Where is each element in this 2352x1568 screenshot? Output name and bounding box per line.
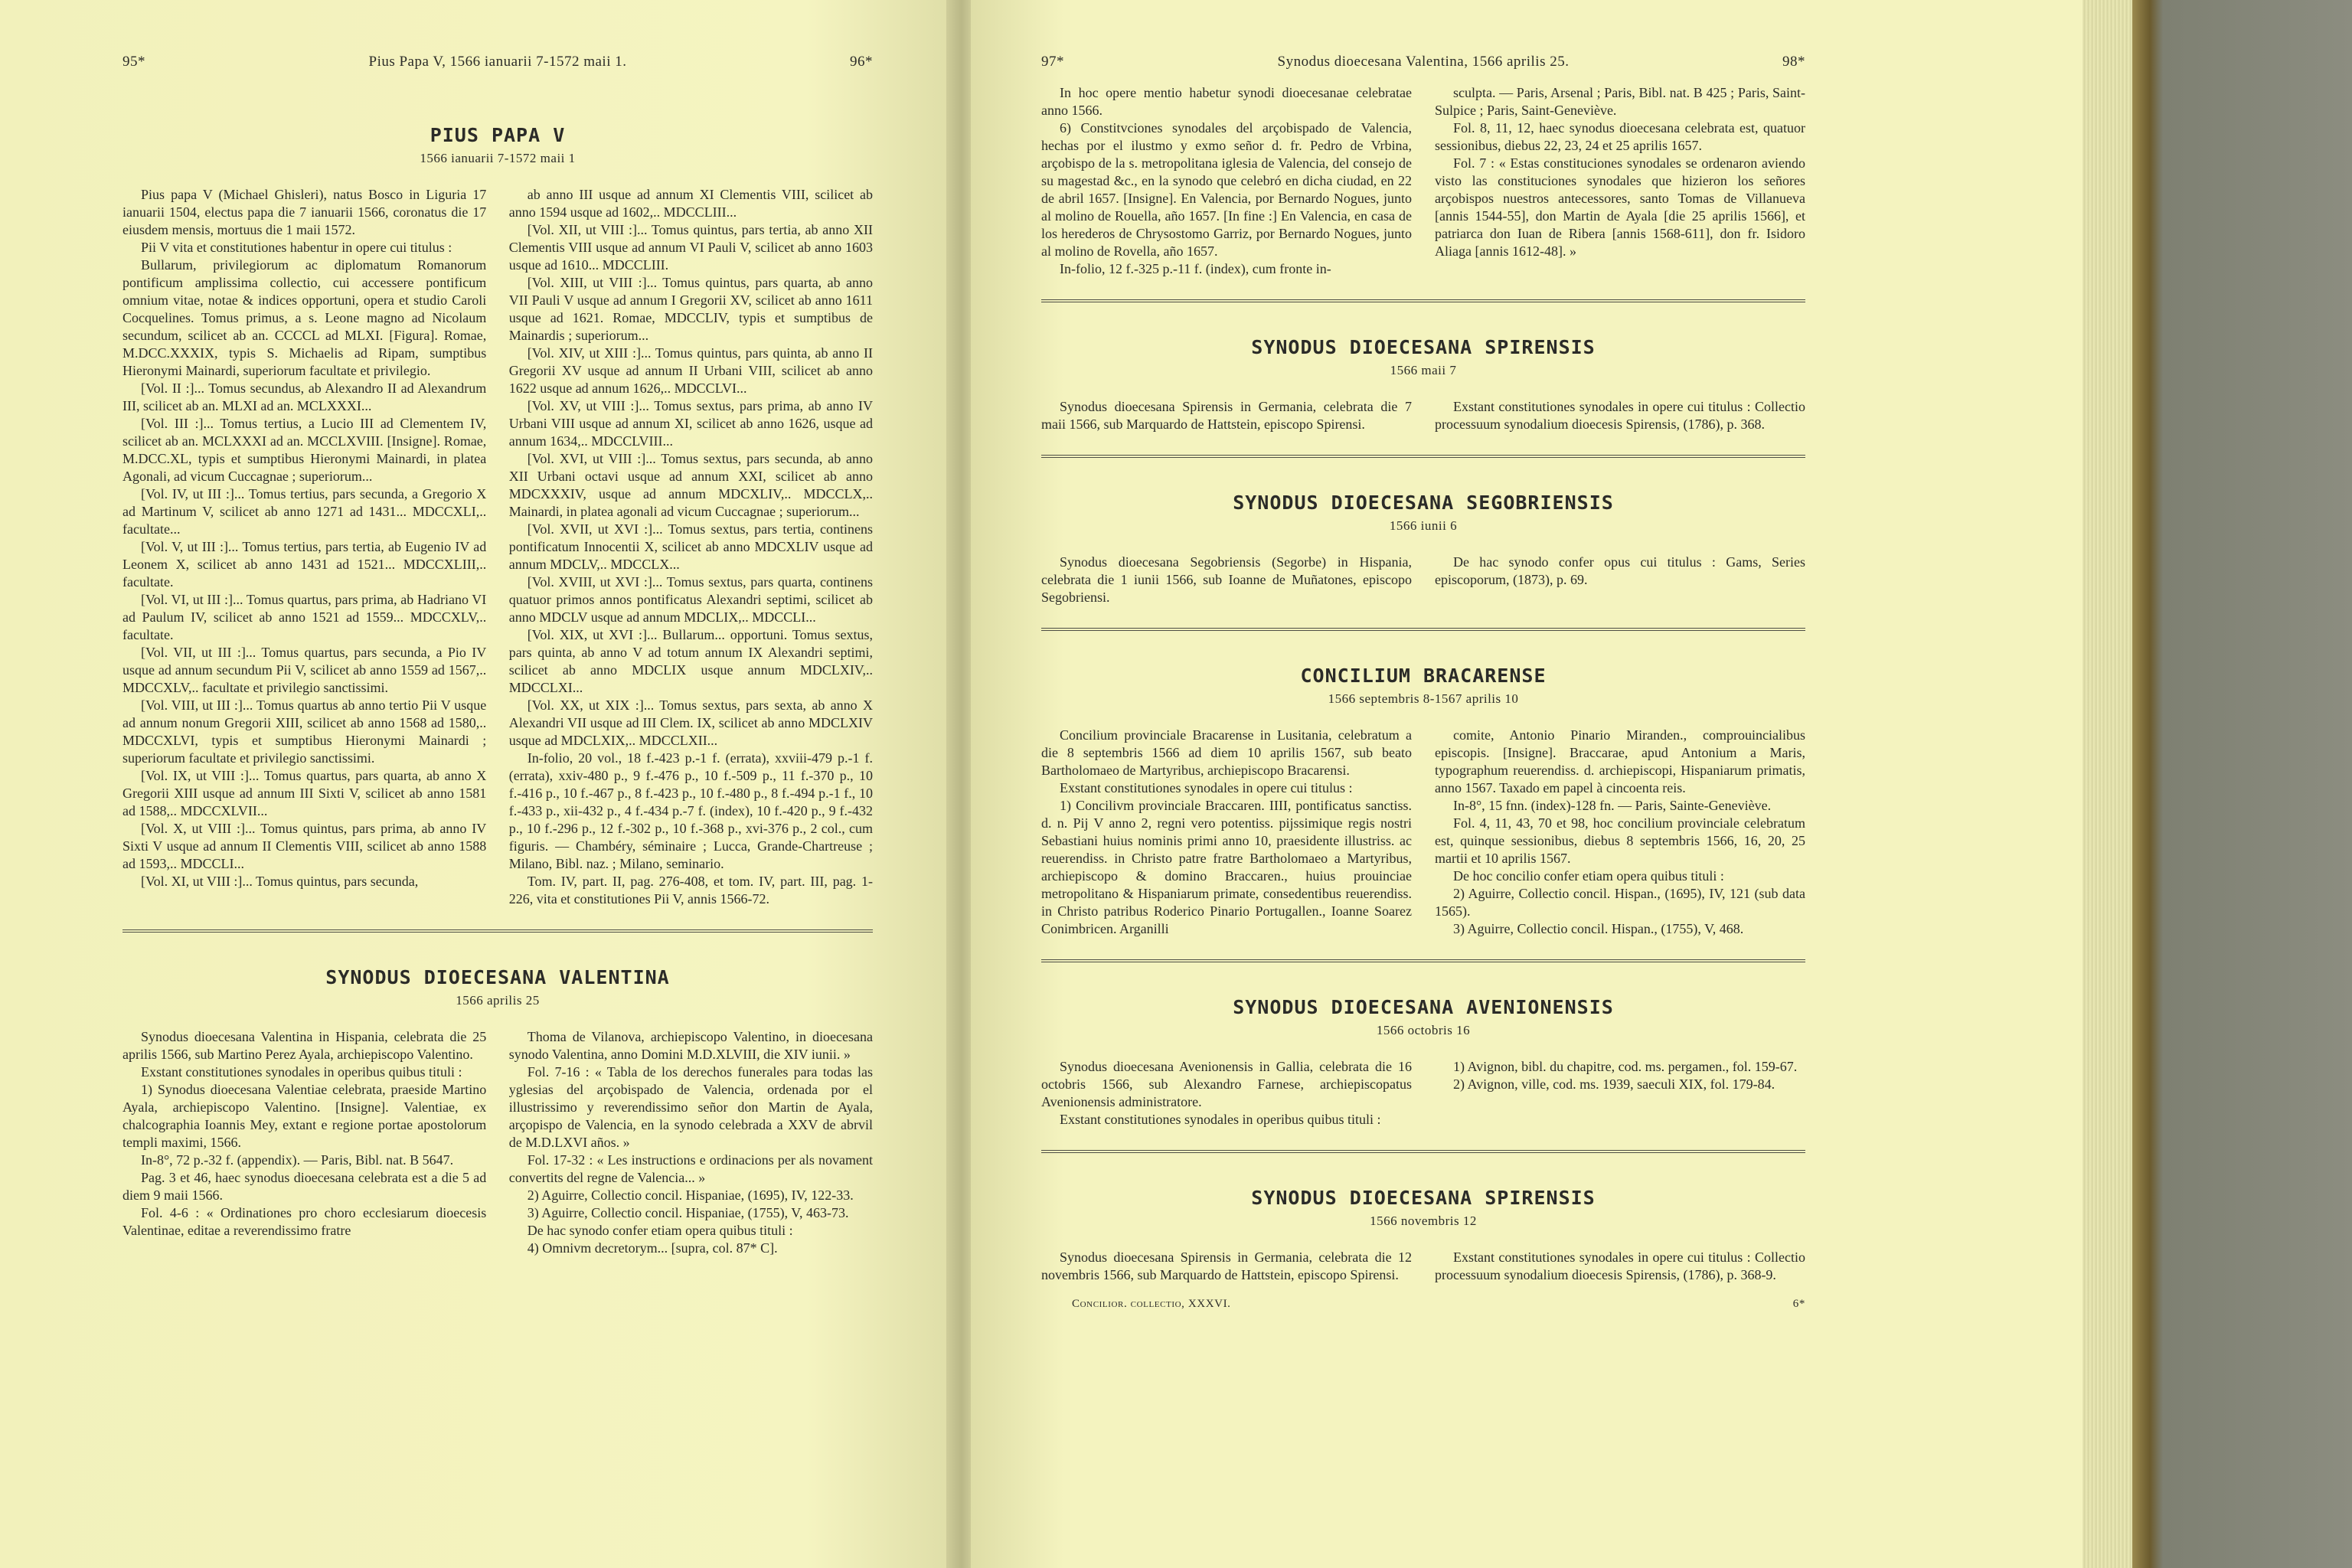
section-synodus-valentina: [122, 966, 873, 1257]
section-title: SYNODUS DIOECESANA VALENTINA: [325, 966, 670, 988]
column-right: [1435, 554, 1805, 606]
paragraph: 3) Aguirre, Collectio concil. Hispaniae, (1755), V, 463-73.: [527, 1205, 849, 1220]
paragraph: 1) Synodus dioecesana Valentiae celebrata, praeside Martino Ayala, archiepiscopo Valentino. [Insigne]. Valentiae, ex chalcographia Ioannis Mey, extant e regione portae apostolorum templi maximi, 1566.: [122, 1082, 487, 1150]
paragraph: 4) Omnivm decretorym... [supra, col. 87* C].: [527, 1240, 778, 1256]
column-right: [1435, 1058, 1805, 1129]
paragraph: Fol. 8, 11, 12, haec synodus dioecesana celebrata est, quatuor sessionibus, diebus 22, 23, 24 et 25 aprilis 1657.: [1434, 120, 1805, 153]
column-right: [1435, 727, 1805, 938]
column-left: [1041, 727, 1412, 938]
paragraph: Pii V vita et constitutiones habentur in opere cui titulus :: [141, 240, 452, 255]
paragraph: De hac synodo confer etiam opera quibus tituli :: [527, 1223, 793, 1238]
paragraph: Tom. IV, part. II, pag. 276-408, et tom. IV, part. III, pag. 1-226, vita et constitutiones Pii V, annis 1566-72.: [508, 874, 873, 906]
paragraph: [Vol. XIX, ut XVI :]... Bullarum... opportuni. Tomus sextus, pars quinta, ab anno V ad totum annum IX Alexandri septimi, scilicet ab anno MDCLIX usque annum MDCLXIV,.. MDCCLXI...: [508, 627, 873, 695]
section-date: 1566 maii 7: [1390, 363, 1457, 377]
paragraph: [Vol. XVIII, ut XVI :]... Tomus sextus, pars quarta, continens quatuor primos annos pontificatus Alexandri septimi, scilicet ab anno MDCLV usque ad annum MDCLIX,.. MDCCLI...: [508, 574, 873, 625]
gathering-mark: 6*: [1792, 1298, 1805, 1310]
paragraph: [Vol. XX, ut XIX :]... Tomus sextus, pars sexta, ab anno X Alexandri VII usque ad III Clem. IX, scilicet ab anno MDCLXIV usque ad MDCLXIX,.. MDCCLXII...: [508, 697, 873, 748]
valentina-continuation: [1041, 84, 1805, 278]
paragraph: 2) Aguirre, Collectio concil. Hispan., (1695), IV, 121 (sub data 1565).: [1434, 886, 1805, 919]
paragraph: [Vol. II :]... Tomus secundus, ab Alexandro II ad Alexandrum III, scilicet ab an. MLXI ad an. MCLXXXI...: [122, 381, 487, 413]
paragraph: Pius papa V (Michael Ghisleri), natus Bosco in Liguria 17 ianuarii 1504, electus papa die 7 ianuarii 1566, coronatus die 17 eiusdem mensis, mortuus die 1 maii 1572.: [122, 187, 487, 237]
page-number-98: 98*: [1782, 54, 1805, 70]
paragraph: Concilium provinciale Bracarense in Lusitania, celebratum a die 8 septembris 1566 ad diem 10 aprilis 1567, sub beato Bartholomaeo de Martyribus, archiepiscopo Bracarensi.: [1041, 727, 1413, 778]
paragraph: In-8°, 15 fnn. (index)-128 fn. — Paris, Sainte-Geneviève.: [1452, 798, 1772, 813]
section-divider: [1041, 455, 1805, 458]
paragraph: In-8°, 72 p.-32 f. (appendix). — Paris, Bibl. nat. B 5647.: [141, 1152, 454, 1168]
paragraph: Exstant constitutiones synodales in opere cui titulus : Collectio processuum synodalium dioecesis Spirensis, (1786), p. 368.: [1434, 399, 1805, 432]
section-synodus-spirensis-maii: [1041, 336, 1805, 433]
section-synodus-spirensis-novembris: [1041, 1187, 1805, 1284]
section-divider: [1041, 628, 1805, 631]
paragraph: Pag. 3 et 46, haec synodus dioecesana celebrata est a die 5 ad diem 9 maii 1566.: [122, 1170, 487, 1203]
section-date: 1566 novembris 12: [1370, 1214, 1477, 1228]
paragraph: 1) Avignon, bibl. du chapitre, cod. ms. pergamen., fol. 159-67.: [1452, 1059, 1798, 1074]
column-left: [122, 1028, 486, 1257]
running-head-left: [122, 54, 873, 70]
paragraph: Synodus dioecesana Segobriensis (Segorbe) in Hispania, celebrata die 1 iunii 1566, sub Ioanne de Muñatones, episcopo Segobriensi.: [1041, 554, 1413, 605]
paragraph: Bullarum, privilegiorum ac diplomatum Romanorum pontificum amplissima collectio, cui accessere pontificum omnium vitae, notae & indices opportuni, opera et studio Caroli Cocquelines. Tomus primus, a s. Leone magno ad Nicolaum secundum, scilicet ab an. CCCCL ad MLXI. [Figura]. Romae, M.DCC.XXXIX, typis S. Michaelis ad Ripam, sumptibus Hieronymi Mainardi, superiorum facultate et privilegio.: [122, 257, 487, 378]
section-title: SYNODUS DIOECESANA SPIRENSIS: [1251, 1187, 1596, 1209]
column-left: [1041, 398, 1412, 433]
paragraph: [Vol. VIII, ut III :]... Tomus quartus ab anno tertio Pii V usque ad annum nonum Gregorii XIII, scilicet ab anno 1568 ad 1580,.. MDCCXLVI, typis et sumptibus Hieronymi Mainardi ; superiorum facultate et privilegio sanctissimi.: [122, 697, 487, 766]
section-date: 1566 ianuarii 7-1572 maii 1: [420, 151, 576, 165]
signature-mark: Concilior. collectio, XXXVI.: [1072, 1298, 1231, 1310]
column-left: [1041, 84, 1412, 278]
paragraph: [Vol. IX, ut VIII :]... Tomus quartus, pars quarta, ab anno X Gregorii XIII usque ad annum III Sixti V, scilicet ab anno 1581 ad 1588,.. MDCCXLVII...: [122, 768, 487, 818]
section-synodus-avenionensis: [1041, 996, 1805, 1129]
paragraph: 3) Aguirre, Collectio concil. Hispan., (1755), V, 468.: [1452, 921, 1744, 936]
section-concilium-bracarense: [1041, 665, 1805, 938]
column-right: [509, 186, 873, 908]
paragraph: Exstant constitutiones synodales in opere cui titulus :: [1060, 780, 1353, 795]
page-number-97: 97*: [1041, 54, 1064, 70]
section-date: 1566 octobris 16: [1376, 1023, 1471, 1037]
paragraph: Synodus dioecesana Spirensis in Germania, celebrata die 7 maii 1566, sub Marquardo de Hattstein, episcopo Spirensi.: [1041, 399, 1413, 432]
running-title-left: Pius Papa V, 1566 ianuarii 7-1572 maii 1.: [368, 54, 627, 70]
section-date: 1566 iunii 6: [1389, 518, 1458, 533]
page-number-95: 95*: [122, 54, 145, 70]
section-date: 1566 aprilis 25: [456, 993, 540, 1008]
section-title: SYNODUS DIOECESANA SPIRENSIS: [1251, 336, 1596, 358]
paragraph: Exstant constitutiones synodales in operibus quibus tituli :: [1060, 1112, 1381, 1127]
section-divider: [122, 929, 873, 933]
paragraph: [Vol. X, ut VIII :]... Tomus quintus, pars prima, ab anno IV Sixti V usque ad annum II Clementis VIII, scilicet ab anno 1588 ad 1593,.. MDCCLI...: [122, 821, 487, 871]
paragraph: 1) Concilivm provinciale Braccaren. IIII, pontificatus sanctiss. d. n. Pij V anno 2, regni vero potentiss. pijssimique regis nostri Sebastiani huius nominis primi anno 10, praesidente illustriss. ac reuerendiss. in Christo patre fratre Bartholomaeo a Martyribus, archiepiscopo & domino Braccaren., huius prouinciae metropolitano & Hispaniarum primate, consedentibus reuerendiss. in Christo patribus Roderico Pinario Portugallen., Ioanne Soarez Conimbricen. Arganilli: [1041, 798, 1413, 936]
paragraph: Synodus dioecesana Valentina in Hispania, celebrata die 25 aprilis 1566, sub Martino Perez Ayala, archiepiscopo Valentino.: [122, 1029, 487, 1062]
paragraph: [Vol. V, ut III :]... Tomus tertius, pars tertia, ab Eugenio IV ad Leonem X, scilicet ab anno 1431 ad 1521... MDCCXLIII,.. facultate.: [122, 539, 487, 590]
column-left: [1041, 1249, 1412, 1284]
section-title: PIUS PAPA V: [430, 124, 566, 146]
paragraph: 6) Constitvciones synodales del arçobispado de Valencia, hechas por el ilustmo y exmo señor d. fr. Pedro de Vrbina, arçobispo de la s. metropolitana iglesia de Valencia, del consejo de su magestad &c., en la synodo que celebró en dicha ciudad, en 22 de abril 1657. [Insigne]. En Valencia, por Bernardo Nogues, junto al molino de Rouella, año 1657. [In fine :] En Valencia, en casa de los herederos de Chrysostomo Garriz, por Bernardo Nogues, junto al molino de Rovella, año 1657.: [1041, 120, 1413, 259]
column-right: [1435, 84, 1805, 278]
section-title: SYNODUS DIOECESANA SEGOBRIENSIS: [1233, 492, 1614, 514]
paragraph: 2) Aguirre, Collectio concil. Hispaniae, (1695), IV, 122-33.: [527, 1187, 854, 1203]
paragraph: [Vol. VII, ut III :]... Tomus quartus, pars secunda, a Pio IV usque ad annum secundum Pii V, scilicet ab anno 1559 ad 1567,.. MDCCXLV,.. facultate et privilegio sanctissimi.: [122, 645, 487, 695]
section-pius-papa-v: [122, 124, 873, 908]
paragraph: [Vol. XII, ut VIII :]... Tomus quintus, pars tertia, ab anno XII Clementis VIII usque ad annum VI Pauli V, scilicet ab anno 1603 usque ad 1610... MDCCLIII.: [508, 222, 873, 273]
paragraph: Exstant constitutiones synodales in opere cui titulus : Collectio processuum synodalium dioecesis Spirensis, (1786), p. 368-9.: [1434, 1250, 1805, 1282]
running-head-right: [1041, 54, 1805, 70]
section-date: 1566 septembris 8-1567 aprilis 10: [1328, 691, 1519, 706]
paragraph: Fol. 4, 11, 43, 70 et 98, hoc concilium provinciale celebratum est, quinque sessionibus, diebus 8 septembris 1566, 16, 20, 25 martii et 10 aprilis 1567.: [1434, 815, 1805, 866]
paragraph: Fol. 17-32 : « Les instructions e ordinacions per als novament convertits del regne de Valencia... »: [508, 1152, 873, 1185]
paragraph: De hoc concilio confer etiam opera quibus tituli :: [1452, 868, 1724, 884]
paragraph: Fol. 7-16 : « Tabla de los derechos funerales para todas las yglesias del arçobispado de Valencia, ordenada por el illustrissimo y reverendissimo señor don Martin de Ayala, arçopispo de Valencia, en la synodo celebrada a XXV de abrvil de M.D.LXVI años. »: [508, 1064, 873, 1150]
section-divider: [1041, 959, 1805, 962]
section-title: SYNODUS DIOECESANA AVENIONENSIS: [1233, 996, 1614, 1018]
right-page: [971, 0, 2135, 1568]
paragraph: [Vol. XI, ut VIII :]... Tomus quintus, pars secunda,: [141, 874, 419, 889]
section-title: CONCILIUM BRACARENSE: [1300, 665, 1547, 687]
column-left: [1041, 1058, 1412, 1129]
column-right: [1435, 398, 1805, 433]
paragraph: [Vol. III :]... Tomus tertius, a Lucio III ad Clementem IV, scilicet ab an. MCLXXXI ad an. MCCLXVIII. [Insigne]. Romae, M.DCC.XL, typis et sumptibus Hieronymi Mainardi, in platea Agonali, ad vicum Cuccagnae ; superiorum...: [122, 416, 487, 484]
paragraph: [Vol. XV, ut VIII :]... Tomus sextus, pars prima, ab anno IV Urbani VIII usque ad annum XI, scilicet ab anno 1626, usque ad annum 1634,.. MDCCLVIII...: [508, 398, 873, 449]
paragraph: [Vol. XVI, ut VIII :]... Tomus sextus, pars secunda, ab anno XII Urbani octavi usque ad annum XXI, scilicet ab anno MDCXXXIV, usque ad annum MDCXLIV,.. MDCCLX,.. Mainardi, in platea agonali ad vicum Cuccagnae ; superiorum...: [508, 451, 873, 519]
page-footer: [1041, 1298, 1805, 1311]
paragraph: Exstant constitutiones synodales in operibus quibus tituli :: [141, 1064, 462, 1080]
section-divider: [1041, 1150, 1805, 1153]
column-right: [1435, 1249, 1805, 1284]
paragraph: ab anno III usque ad annum XI Clementis VIII, scilicet ab anno 1594 usque ad 1602,.. MDCCLIII...: [508, 187, 873, 220]
book-binding: [2132, 0, 2352, 1568]
paragraph: Fol. 7 : « Estas constituciones synodales se ordenaron aviendo visto las constituciones synodales que hizieron los señores arçobispos nuestros antecessores, santo Tomas de Villanueva [annis 1544-55], don Martin de Ayala [die 25 aprilis 1566], et patriarca don Iuan de Ribera [annis 1568-611], don fr. Isidoro Aliaga [annis 1612-48]. »: [1434, 155, 1805, 259]
paragraph: Synodus dioecesana Spirensis in Germania, celebrata die 12 novembris 1566, sub Marquardo de Hattstein, episcopo Spirensi.: [1041, 1250, 1413, 1282]
paragraph: [Vol. XIV, ut XIII :]... Tomus quintus, pars quinta, ab anno II Gregorii XV usque ad annum II Urbani VIII, scilicet ab anno 1622 usque ad annum 1626,.. MDCCLVI...: [508, 345, 873, 396]
page-number-96: 96*: [850, 54, 873, 70]
paragraph: [Vol. XIII, ut VIII :]... Tomus quintus, pars quarta, ab anno VII Pauli V usque ad annum I Gregorii XV, scilicet ab anno 1611 usque ad 1621. Romae, MDCCLIV, typis et sumptibus de Mainardis ; superiorum...: [508, 275, 873, 343]
paragraph: In-folio, 20 vol., 18 f.-423 p.-1 f. (errata), xxviii-479 p.-1 f. (errata), xxiv-480 p., 9 f.-476 p., 10 f.-509 p., 11 f.-370 p., 10 f.-416 p., 10 f.-467 p., 8 f.-423 p., 10 f.-480 p., 8 f.-494 p.-1 f., 10 f.-433 p., xii-432 p., 4 f.-434 p.-7 f. (index), 10 f.-420 p., 9 f.-432 p., 10 f.-296 p., 12 f.-302 p., 10 f.-368 p., xvi-376 p., 2 col., cum figuris. — Chambéry, séminaire ; Lucca, Grande-Chartreuse ; Milano, Bibl. naz. ; Milano, seminario.: [508, 750, 873, 871]
paragraph: 2) Avignon, ville, cod. ms. 1939, saeculi XIX, fol. 179-84.: [1452, 1076, 1775, 1092]
page-edges: [2082, 0, 2136, 1568]
column-left: [122, 186, 486, 908]
paragraph: Thoma de Vilanova, archiepiscopo Valentino, in dioecesana synodo Valentina, anno Domini M.D.XLVIII, die XIV iunii. »: [508, 1029, 873, 1062]
paragraph: [Vol. IV, ut III :]... Tomus tertius, pars secunda, a Gregorio X ad Martinum V, scilicet ab anno 1271 ad 1431... MDCCXLI,.. facultate...: [122, 486, 487, 537]
paragraph: De hac synodo confer opus cui titulus : Gams, Series episcoporum, (1873), p. 69.: [1434, 554, 1805, 587]
paragraph: Fol. 4-6 : « Ordinationes pro choro ecclesiarum dioecesis Valentinae, editae a reverendissimo fratre: [122, 1205, 487, 1238]
paragraph: [Vol. XVII, ut XVI :]... Tomus sextus, pars tertia, continens pontificatum Innocentii X, scilicet ab anno MDCXLIV usque ad annum MDCLV,.. MDCCLX...: [508, 521, 873, 572]
paragraph: sculpta. — Paris, Arsenal ; Paris, Bibl. nat. B 425 ; Paris, Saint-Sulpice ; Paris, Saint-Geneviève.: [1434, 85, 1805, 118]
paragraph: In-folio, 12 f.-325 p.-11 f. (index), cum fronte in-: [1060, 261, 1331, 276]
column-right: [509, 1028, 873, 1257]
paragraph: Synodus dioecesana Avenionensis in Gallia, celebrata die 16 octobris 1566, sub Alexandro Farnese, archiepiscopatus Avenionensis administratore.: [1041, 1059, 1413, 1109]
section-synodus-segobriensis: [1041, 492, 1805, 606]
section-divider: [1041, 299, 1805, 302]
paragraph: comite, Antonio Pinario Miranden., comprouincialibus episcopis. [Insigne]. Braccarae, apud Antonium a Maris, typographum reuerendiss. d. archiepiscopi, Hispaniarum primatis, anno 1567. Taxado em papel à cincoenta reis.: [1434, 727, 1805, 795]
column-left: [1041, 554, 1412, 606]
left-page: [0, 0, 949, 1568]
paragraph: In hoc opere mentio habetur synodi dioecesanae celebratae anno 1566.: [1041, 85, 1413, 118]
paragraph: [Vol. VI, ut III :]... Tomus quartus, pars prima, ab Hadriano VI ad Paulum IV, scilicet ab anno 1521 ad 1559... MDCCXLV,.. facultate.: [122, 592, 487, 642]
running-title-right: Synodus dioecesana Valentina, 1566 aprilis 25.: [1277, 54, 1570, 70]
